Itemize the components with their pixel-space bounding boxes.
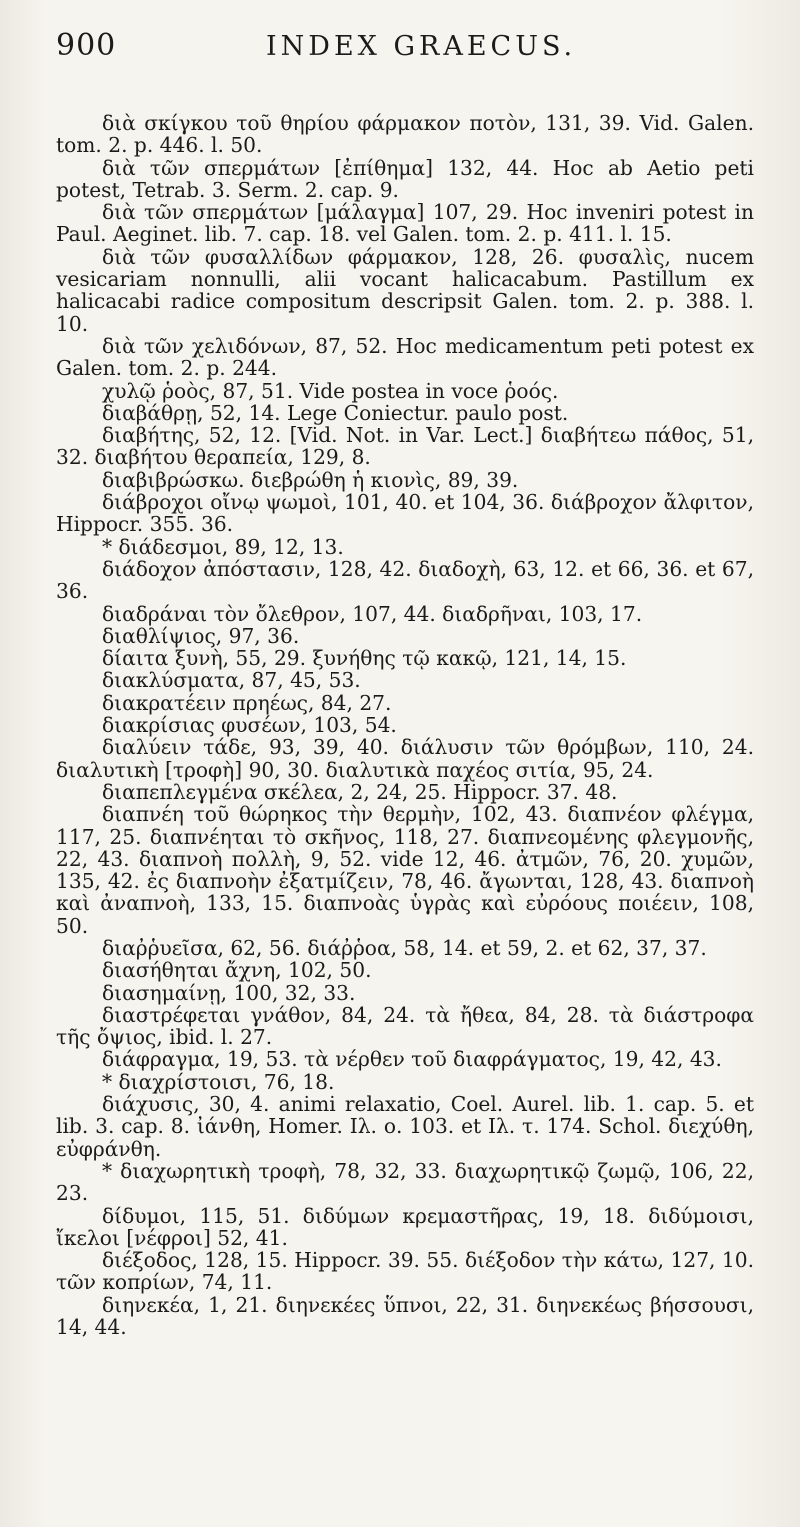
index-entry: διαλύειν τάδε, 93, 39, 40. διάλυσιν τῶν θρόμβων, 110, 24. διαλυτικὴ [τροφὴ] 90, 30. διαλυτικὰ παχέος σιτία, 95, 24. bbox=[56, 735, 754, 782]
index-entry: δίαιτα ξυνὴ, 55, 29. ξυνήθης τῷ κακῷ, 121, 14, 15. bbox=[102, 646, 627, 671]
index-entry: διαβήτης, 52, 12. [Vid. Not. in Var. Lect.] διαβήτεω πάθος, 51, 32. διαβήτου θεραπεία, 129, 8. bbox=[56, 423, 754, 470]
index-entry: διὰ τῶν σπερμάτων [μάλαγμα] 107, 29. Hoc inveniri potest in Paul. Aeginet. lib. 7. cap. 18. vel Galen. tom. 2. p. 411. l. 15. bbox=[56, 200, 754, 247]
index-entry: διάχυσις, 30, 4. animi relaxatio, Coel. Aurel. lib. 1. cap. 5. et lib. 3. cap. 8. ἰάνθη, Homer. Ιλ. ο. 103. et Ιλ. τ. 174. Schol. διεχύθη, εὐφράνθη. bbox=[56, 1092, 754, 1161]
index-entry: διαῤῥυεῖσα, 62, 56. διάῤῥοα, 58, 14. et 59, 2. et 62, 37, 37. bbox=[102, 935, 707, 960]
index-entry: διακλύσματα, 87, 45, 53. bbox=[102, 668, 361, 693]
index-entry: διάδοχον ἀπόστασιν, 128, 42. διαδοχὴ, 63, 12. et 66, 36. et 67, 36. bbox=[56, 556, 754, 604]
index-entry: διαβάθρῃ, 52, 14. Lege Coniectur. paulo post. bbox=[102, 400, 569, 425]
index-entry: διαθλίψιος, 97, 36. bbox=[102, 623, 300, 648]
running-title: INDEX GRAECUS. bbox=[266, 31, 577, 62]
index-entry: διὰ τῶν σπερμάτων [ἐπίθημα] 132, 44. Hoc ab Aetio peti potest, Tetrab. 3. Serm. 2. cap. 9. bbox=[56, 155, 754, 202]
index-entry: διαπεπλεγμένα σκέλεα, 2, 24, 25. Hippocr. 37. 48. bbox=[102, 779, 618, 804]
index-entry: * διαχωρητικὴ τροφὴ, 78, 32, 33. διαχωρητικῷ ζωμῷ, 106, 22, 23. bbox=[56, 1158, 754, 1206]
index-entry: διὰ τῶν φυσαλλίδων φάρμακον, 128, 26. φυσαλὶς, nucem vesicariam nonnulli, alii vocant halicacabum. Pastillum ex halicacabi radice compositum descripsit Galen. tom. 2. p. 388. l. 10. bbox=[56, 244, 754, 336]
index-entry: διάφραγμα, 19, 53. τὰ νέρθεν τοῦ διαφράγματος, 19, 42, 43. bbox=[102, 1047, 722, 1072]
index-entry: διαστρέφεται γνάθον, 84, 24. τὰ ἤθεα, 84, 28. τὰ διάστροφα τῆς ὄψιος, ibid. l. 27. bbox=[56, 1002, 754, 1050]
index-entry: χυλῷ ῥοὸς, 87, 51. Vide postea in voce ῥοός. bbox=[102, 378, 559, 403]
index-entry: * διάδεσμοι, 89, 12, 13. bbox=[102, 534, 344, 559]
index-entry: διακρατέειν πρηέως, 84, 27. bbox=[102, 690, 392, 715]
page-number: 900 bbox=[56, 28, 117, 63]
index-entry: διηνεκέα, 1, 21. διηνεκέες ὕπνοι, 22, 31. διηνεκέως βήσσουσι, 14, 44. bbox=[56, 1292, 754, 1340]
index-entry: διασήθηται ἄχνη, 102, 50. bbox=[102, 958, 372, 983]
index-entry: διέξοδος, 128, 15. Hippocr. 39. 55. διέξοδον τὴν κάτω, 127, 10. τῶν κοπρίων, 74, 11. bbox=[56, 1248, 754, 1295]
index-entry: διακρίσιας φυσέων, 103, 54. bbox=[102, 713, 397, 738]
index-entry: διάβροχοι οἴνῳ ψωμοὶ, 101, 40. et 104, 36. διάβροχον ἄλφιτον, Hippocr. 355. 36. bbox=[56, 490, 754, 537]
page-header bbox=[56, 28, 754, 88]
index-entry: διαδράναι τὸν ὄλεθρον, 107, 44. διαδρῆναι, 103, 17. bbox=[102, 601, 643, 626]
index-entry: διασημαίνῃ, 100, 32, 33. bbox=[102, 980, 356, 1005]
index-entry: διαπνέη τοῦ θώρηκος τὴν θερμὴν, 102, 43. διαπνέον φλέγμα, 117, 25. διαπνέηται τὸ σκῆνος, 118, 27. διαπνεομένης φλεγμονῆς, 22, 43. διαπνοὴ πολλὴ, 9, 52. vide 12, 46. ἀτμῶν, 76, 20. χυμῶν, 135, 42. ἐς διαπνοὴν ἐξατμίζειν, 78, 46. ἄγωνται, 128, 43. διαπνοὴ καὶ ἀναπνοὴ, 133, 15. διαπνοὰς ὑγρὰς καὶ εὐρόους ποιέειν, 108, 50. bbox=[56, 802, 754, 938]
index-entry: δίδυμοι, 115, 51. διδύμων κρεμαστῆρας, 19, 18. διδύμοισι, ἴκελοι [νέφροι] 52, 41. bbox=[56, 1203, 754, 1250]
index-entries bbox=[56, 112, 754, 1338]
index-entry: διὰ τῶν χελιδόνων, 87, 52. Hoc medicamentum peti potest ex Galen. tom. 2. p. 244. bbox=[56, 333, 754, 381]
index-entry: διαβιβρώσκω. διεβρώθη ἡ κιονὶς, 89, 39. bbox=[102, 467, 519, 492]
index-entry: * διαχρίστοισι, 76, 18. bbox=[102, 1069, 335, 1094]
index-entry: διὰ σκίγκου τοῦ θηρίου φάρμακον ποτὸν, 131, 39. Vid. Galen. tom. 2. p. 446. l. 50. bbox=[56, 111, 754, 158]
